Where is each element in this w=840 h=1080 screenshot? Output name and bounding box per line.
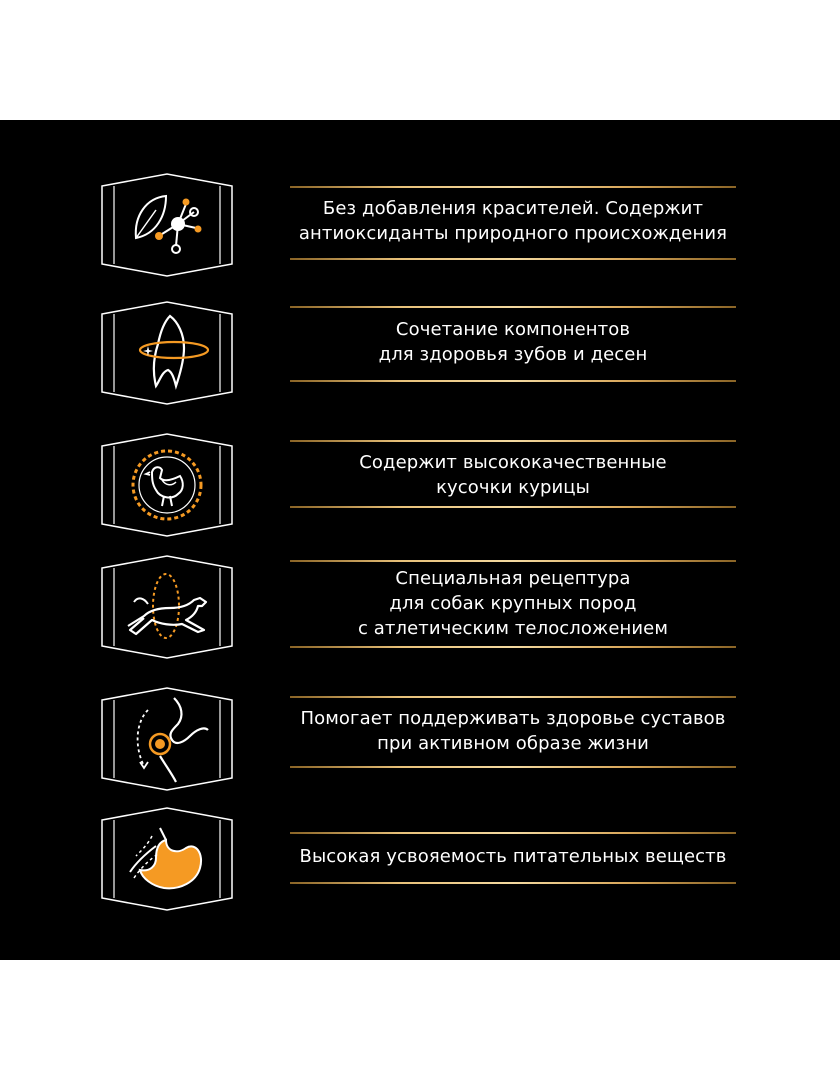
- gold-divider-bottom: [290, 646, 736, 648]
- gold-divider-bottom: [290, 766, 736, 768]
- caption-line: для здоровья зубов и десен: [378, 344, 648, 365]
- gold-divider-bottom: [290, 258, 736, 260]
- caption-line: кусочки курицы: [436, 477, 590, 498]
- antioxidant-leaf-molecule-icon: [100, 172, 234, 278]
- joint-icon: [100, 686, 234, 792]
- gold-divider-bottom: [290, 506, 736, 508]
- gold-divider-bottom: [290, 882, 736, 884]
- gold-divider-top: [290, 306, 736, 308]
- feature-caption: [290, 196, 736, 246]
- feature-caption: [290, 706, 736, 756]
- feature-caption: [290, 844, 736, 869]
- gold-divider-top: [290, 696, 736, 698]
- caption-line: Содержит высококачественные: [359, 452, 667, 473]
- feature-caption: [290, 450, 736, 500]
- caption-line: при активном образе жизни: [377, 733, 649, 754]
- caption-line: Сочетание компонентов: [395, 319, 631, 340]
- caption-line: Без добавления красителей. Содержит: [322, 198, 704, 219]
- caption-line: Специальная рецептура: [395, 568, 631, 589]
- gold-divider-top: [290, 186, 736, 188]
- caption-line: с атлетическим телосложением: [357, 618, 669, 639]
- caption-line: для собак крупных пород: [389, 593, 637, 614]
- feature-caption: [290, 317, 736, 367]
- caption-line: Высокая усвояемость питательных веществ: [299, 846, 727, 867]
- features-panel: [0, 120, 840, 960]
- feature-caption: [290, 566, 736, 641]
- caption-line: антиоксиданты природного происхождения: [298, 223, 728, 244]
- gold-divider-top: [290, 560, 736, 562]
- caption-line: Помогает поддерживать здоровье суставов: [300, 708, 726, 729]
- gold-divider-top: [290, 440, 736, 442]
- tooth-icon: [100, 300, 234, 406]
- gold-divider-bottom: [290, 380, 736, 382]
- stomach-icon: [100, 806, 234, 912]
- gold-divider-top: [290, 832, 736, 834]
- running-dog-icon: [100, 554, 234, 660]
- chicken-icon: [100, 432, 234, 538]
